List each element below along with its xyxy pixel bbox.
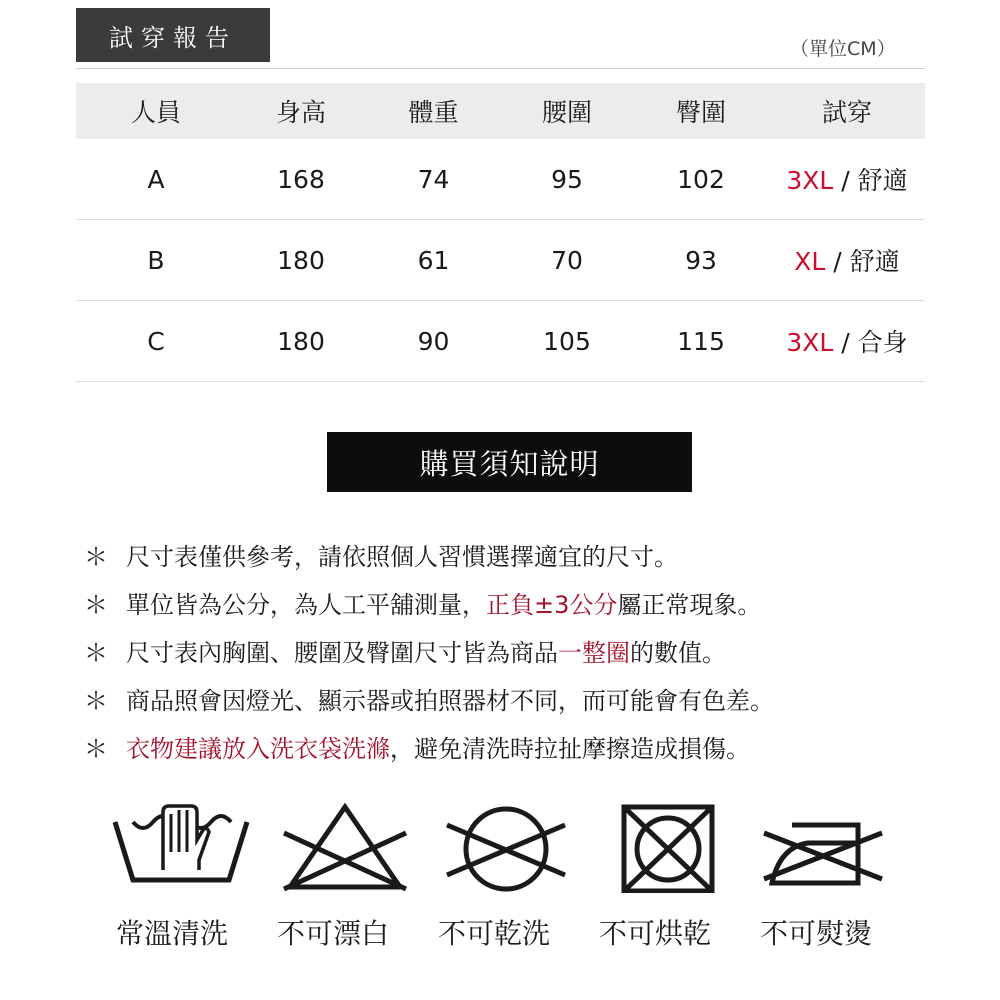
cell-person: B: [147, 245, 165, 275]
hand-wash-icon: [111, 800, 251, 890]
header-hip: 臀圍: [675, 98, 726, 127]
no-iron-icon: [760, 803, 890, 893]
care-label-dry-clean: 不可乾洗: [438, 917, 551, 950]
cell-hip: 115: [677, 326, 725, 356]
no-dry-clean-icon: [441, 803, 571, 893]
cell-height: 168: [277, 164, 325, 194]
cell-hip: 93: [685, 245, 717, 275]
header-waist: 腰圍: [541, 98, 592, 127]
cell-person: C: [147, 326, 165, 356]
notice-list: [84, 530, 964, 770]
care-label-iron: 不可熨燙: [760, 917, 873, 950]
fit-size: 3XL: [786, 328, 834, 357]
bullet-star: ＊: [84, 638, 108, 667]
table-row: [76, 139, 925, 220]
cell-weight: 74: [417, 164, 450, 194]
note-highlight: 一整圈: [558, 638, 630, 667]
bullet-star: ＊: [84, 686, 108, 715]
fit-separator: /: [833, 328, 858, 357]
fit-result: 舒適: [849, 247, 900, 276]
note-text: 尺寸表僅供參考，請依照個人習慣選擇適宜的尺寸。: [126, 542, 678, 571]
note-text-end: ，避免清洗時拉扯摩擦造成損傷。: [390, 734, 750, 763]
table-row: [76, 220, 925, 301]
cell-height: 180: [277, 245, 325, 275]
list-item: [84, 626, 964, 674]
cell-person: A: [147, 164, 165, 194]
cell-fit: [769, 242, 925, 278]
header-weight: 體重: [408, 98, 459, 127]
care-label-bleach: 不可漂白: [277, 917, 390, 950]
table-row: [76, 301, 925, 382]
note-highlight: 衣物建議放入洗衣袋洗滌: [126, 734, 390, 763]
cell-fit: [769, 161, 925, 197]
header-person: 人員: [130, 98, 181, 127]
cell-weight: 90: [417, 326, 450, 356]
list-item: [84, 722, 964, 770]
fit-size: XL: [794, 247, 826, 276]
fitting-table: [76, 83, 925, 382]
bullet-star: ＊: [84, 734, 108, 763]
note-highlight: 正負±3公分: [486, 590, 618, 619]
cell-waist: 95: [551, 164, 583, 194]
notice-title: 購買須知說明: [327, 432, 692, 492]
bullet-star: ＊: [84, 590, 108, 619]
cell-waist: 70: [551, 245, 583, 275]
cell-weight: 61: [417, 245, 450, 275]
cell-fit: [769, 323, 925, 359]
note-text-end: 屬正常現象。: [617, 590, 762, 619]
note-text: 商品照會因燈光、顯示器或拍照器材不同，而可能會有色差。: [126, 686, 774, 715]
fit-separator: /: [833, 166, 858, 195]
note-text: 尺寸表內胸圍、腰圍及臀圍尺寸皆為商品: [126, 638, 558, 667]
note-text-end: 的數值。: [630, 638, 726, 667]
note-text: 單位皆為公分，為人工平舖測量，: [126, 590, 486, 619]
care-label-wash: 常溫清洗: [116, 917, 229, 950]
cell-waist: 105: [543, 326, 591, 356]
no-tumble-dry-icon: [618, 803, 718, 893]
header-height: 身高: [275, 98, 326, 127]
no-bleach-icon: [280, 803, 410, 893]
divider: [76, 68, 925, 69]
list-item: [84, 674, 964, 722]
table-header: [76, 83, 925, 139]
fit-size: 3XL: [786, 166, 834, 195]
fit-result: 合身: [857, 328, 908, 357]
report-title: 試穿報告: [76, 8, 270, 62]
cell-height: 180: [277, 326, 325, 356]
unit-note: （單位CM）: [790, 38, 896, 60]
cell-hip: 102: [677, 164, 725, 194]
fit-separator: /: [825, 247, 850, 276]
care-label-tumble-dry: 不可烘乾: [599, 917, 712, 950]
bullet-star: ＊: [84, 542, 108, 571]
header-fit: 試穿: [821, 98, 872, 127]
list-item: [84, 578, 964, 626]
fit-result: 舒適: [857, 166, 908, 195]
list-item: [84, 530, 964, 578]
